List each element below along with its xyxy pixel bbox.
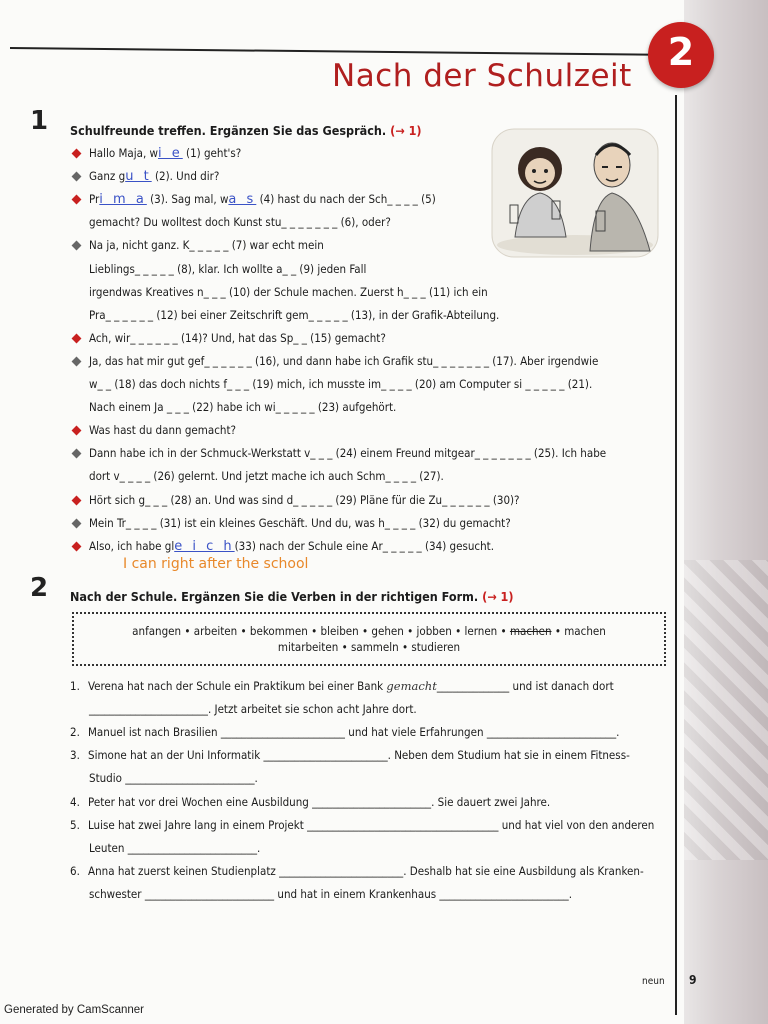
dialog-text: Nach einem Ja _ _ _ (22) habe ich wi_ _ _ _ _ (23) aufgehört.	[89, 400, 397, 415]
handwritten-note: I can right after the school	[123, 556, 309, 572]
section-2-heading	[70, 589, 514, 604]
word-option: mitarbeiten	[277, 640, 339, 654]
dialog-text: dort v_ _ _ _ (26) gelernt. Und jetzt mache ich auch Schm_ _ _ _ (27).	[89, 469, 444, 484]
dialog-line	[89, 331, 386, 345]
word-separator: •	[358, 624, 372, 638]
red-speaker-bullet	[72, 149, 82, 159]
dialog-line	[89, 516, 511, 530]
handwritten-answer: i e	[158, 146, 183, 161]
word-box-line-1	[74, 624, 664, 638]
exercise-text: ______________ und ist danach dort	[436, 679, 614, 693]
section-1-heading-text: Schulfreunde treffen. Ergänzen Sie das Gespräch.	[70, 123, 387, 138]
exercise-text: Studio _________________________.	[89, 771, 258, 785]
item-number: 2.	[70, 725, 80, 739]
page-number: 9	[689, 973, 697, 987]
exercise-text: schwester _________________________ und hat in einem Krankenhaus _________________________.	[89, 887, 572, 901]
section-2-number: 2	[30, 573, 49, 603]
word-separator: •	[338, 640, 351, 654]
chapter-number: 2	[667, 30, 695, 74]
scanner-watermark: Generated by CamScanner	[4, 1004, 144, 1016]
word-separator: •	[307, 624, 321, 638]
dialog-text: Mein Tr_ _ _ _ (31) ist ein kleines Geschäft. Und du, was h_ _ _ _ (32) du gemacht?	[89, 515, 511, 530]
exercise-line	[70, 795, 550, 809]
section-2-heading-text: Nach der Schule. Ergänzen Sie die Verben in der richtigen Form.	[70, 589, 479, 604]
page-title: Nach der Schulzeit	[332, 58, 632, 94]
word-option: arbeiten	[193, 624, 238, 638]
exercise-line	[70, 725, 619, 739]
word-option: bekommen	[249, 624, 308, 638]
dialog-text: Hallo Maja, w	[89, 146, 158, 160]
item-number: 4.	[70, 795, 80, 809]
handwritten-answer: gemacht	[386, 679, 437, 693]
word-option: gehen	[371, 624, 404, 638]
dialog-line	[89, 169, 219, 184]
gray-speaker-bullet	[72, 449, 82, 459]
students-illustration	[490, 127, 660, 259]
dialog-line	[89, 400, 396, 414]
red-speaker-bullet	[72, 333, 82, 343]
dialog-line	[89, 423, 236, 437]
gray-speaker-bullet	[72, 172, 82, 182]
dialog-line	[89, 215, 391, 229]
word-box-line-2	[74, 640, 664, 654]
word-separator: •	[451, 624, 465, 638]
exercise-text: Manuel ist nach Brasilien ________________________ und hat viele Erfahrungen _________________________.	[88, 725, 620, 739]
dialog-text: Pr	[89, 192, 100, 207]
gray-speaker-bullet	[72, 241, 82, 251]
exercise-line	[89, 887, 572, 901]
dialog-text: (33) nach der Schule eine Ar_ _ _ _ _ (34) gesucht.	[234, 538, 495, 553]
dialog-text: (4) hast du nach der Sch_ _ _ _ (5)	[256, 192, 436, 207]
item-number: 1.	[70, 679, 80, 693]
word-option-used: machen	[509, 624, 552, 638]
exercise-line	[70, 679, 614, 693]
dialog-text: (3). Sag mal, w	[146, 192, 229, 207]
word-separator: •	[497, 624, 510, 638]
exercise-text: Peter hat vor drei Wochen eine Ausbildung _______________________. Sie dauert zwei Jahre.	[88, 795, 551, 809]
word-option: studieren	[411, 640, 461, 654]
exercise-text: Anna hat zuerst keinen Studienplatz ________________________. Deshalb hat sie eine Ausbildung als Kranken-	[88, 864, 644, 878]
handwritten-answer: a s	[228, 192, 257, 208]
section-1-heading	[70, 123, 422, 138]
dialog-text: Dann habe ich in der Schmuck-Werkstatt v_ _ _ (24) einem Freund mitgear_ _ _ _ _ _ _ (25). Ich habe	[89, 446, 607, 461]
item-number: 6.	[70, 864, 80, 878]
dialog-line	[89, 539, 494, 554]
dialog-line	[89, 446, 606, 460]
page-edge	[684, 0, 768, 1024]
dialog-line	[89, 192, 436, 207]
chapter-badge	[648, 22, 714, 88]
dialog-line	[89, 285, 488, 299]
section-2-ref: (→ 1)	[482, 589, 514, 604]
section-1-number: 1	[30, 106, 49, 136]
word-option: jobben	[416, 624, 452, 638]
dialog-line	[89, 146, 241, 161]
dialog-text: irgendwas Kreatives n_ _ _ (10) der Schule machen. Zuerst h_ _ _ (11) ich ein	[89, 284, 488, 299]
red-speaker-bullet	[72, 426, 82, 436]
dialog-text: Pra_ _ _ _ _ _ (12) bei einer Zeitschrift gem_ _ _ _ _ (13), in der Grafik-Abteilung.	[89, 307, 500, 322]
dialog-text: (2). Und dir?	[151, 169, 220, 184]
exercise-line	[89, 702, 417, 716]
exercise-text: Leuten _________________________.	[89, 841, 261, 855]
exercise-line	[89, 841, 260, 855]
word-separator: •	[403, 624, 417, 638]
red-speaker-bullet	[72, 195, 82, 205]
dialog-text: Also, ich habe gl	[89, 538, 175, 553]
dialog-text: gemacht? Du wolltest doch Kunst stu_ _ _ _ _ _ _ (6), oder?	[89, 215, 391, 230]
red-speaker-bullet	[72, 495, 82, 505]
gray-speaker-bullet	[72, 518, 82, 528]
exercise-line	[70, 748, 630, 762]
dialog-text: Lieblings_ _ _ _ _ (8), klar. Ich wollte a_ _ (9) jeden Fall	[89, 261, 367, 276]
word-option: anfangen	[132, 624, 182, 638]
dialog-line	[89, 262, 366, 276]
dialog-text: w_ _ (18) das doch nichts f_ _ _ (19) mich, ich musste im_ _ _ _ (20) am Computer si _ _ _ _ _ (21).	[89, 377, 593, 391]
dialog-line	[89, 377, 592, 391]
dialog-text: Hört sich g_ _ _ (28) an. Und was sind d_ _ _ _ _ (29) Pläne für die Zu_ _ _ _ _ _ (30)?	[89, 492, 520, 507]
dialog-line	[89, 469, 444, 483]
dialog-line	[89, 238, 324, 252]
red-speaker-bullet	[72, 541, 82, 551]
exercise-line	[70, 864, 644, 878]
word-separator: •	[398, 640, 412, 654]
exercise-text: Luise hat zwei Jahre lang in einem Projekt _____________________________________ und hat viel von den anderen	[88, 818, 655, 832]
dialog-text: Was hast du dann gemacht?	[89, 423, 237, 438]
word-separator: •	[237, 624, 250, 638]
word-option: machen	[564, 624, 606, 638]
word-option: bleiben	[320, 624, 359, 638]
dialog-text: Ja, das hat mir gut gef_ _ _ _ _ _ (16), und dann habe ich Grafik stu_ _ _ _ _ _ _ (17). Aber irgendwie	[89, 353, 599, 368]
margin-rule	[675, 95, 677, 1015]
exercise-text: Verena hat nach der Schule ein Praktikum bei einer Bank	[88, 679, 387, 693]
word-separator: •	[551, 624, 565, 638]
handwritten-answer: u t	[125, 169, 152, 185]
handwritten-answer: e i c h	[174, 538, 235, 554]
dialog-text: Ganz g	[89, 169, 126, 184]
exercise-text: _______________________. Jetzt arbeitet sie schon acht Jahre dort.	[89, 702, 417, 716]
footer-page-word: neun	[642, 976, 665, 987]
dialog-text: Na ja, nicht ganz. K_ _ _ _ _ (7) war echt mein	[89, 238, 324, 253]
dialog-line	[89, 354, 598, 368]
word-separator: •	[181, 624, 194, 638]
exercise-line	[70, 818, 654, 832]
word-option: lernen	[464, 624, 498, 638]
gray-speaker-bullet	[72, 356, 82, 366]
item-number: 5.	[70, 818, 80, 832]
dialog-line	[89, 493, 520, 507]
handwritten-answer: i m a	[99, 192, 147, 208]
dialog-text: Ach, wir_ _ _ _ _ _ (14)? Und, hat das Sp_ _ (15) gemacht?	[89, 330, 386, 345]
word-option: sammeln	[350, 640, 399, 654]
dialog-line	[89, 308, 499, 322]
page-edge-pattern	[684, 560, 768, 860]
word-box	[72, 612, 666, 666]
dialog-text: (1) geht's?	[182, 146, 242, 160]
exercise-text: Simone hat an der Uni Informatik ________________________. Neben dem Studium hat sie in einem Fitness-	[88, 748, 630, 762]
exercise-line	[89, 771, 258, 785]
item-number: 3.	[70, 748, 80, 762]
section-1-ref: (→ 1)	[390, 123, 422, 138]
header-rule	[10, 47, 658, 56]
